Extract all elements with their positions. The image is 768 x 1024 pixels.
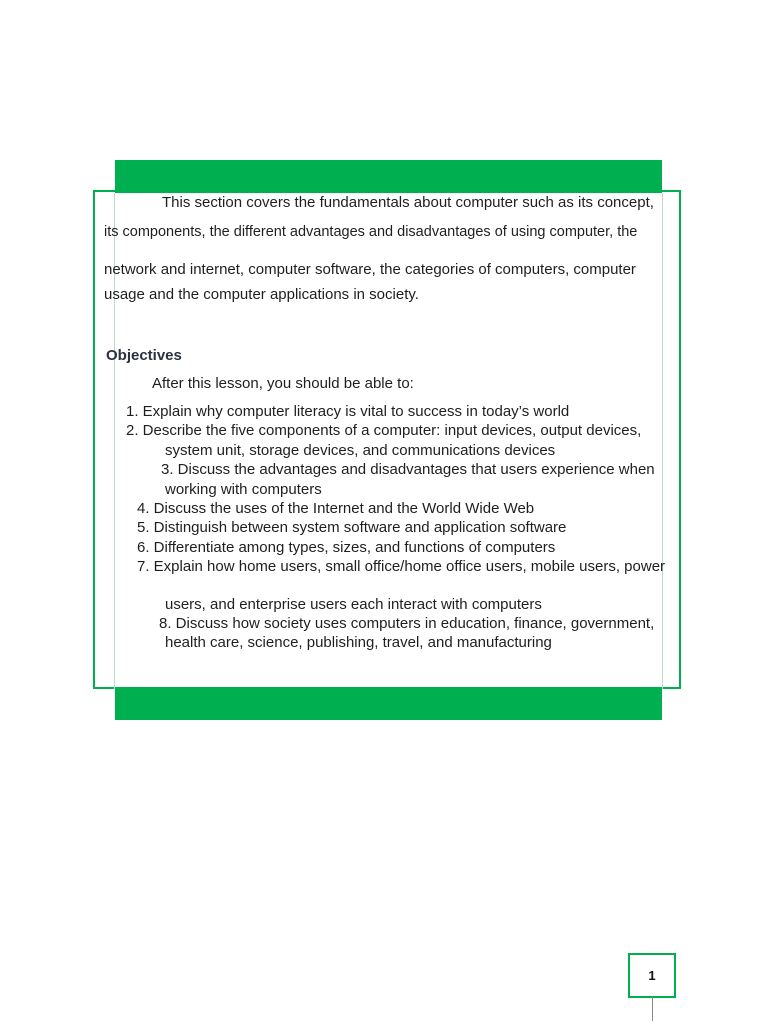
intro-line-2: its components, the different advantages and disadvantages of using computer, the (104, 224, 638, 240)
frame-top-left-edge (93, 190, 117, 192)
objectives-lead: After this lesson, you should be able to: (152, 375, 414, 392)
objective-line: 6. Differentiate among types, sizes, and functions of computers (137, 539, 556, 556)
margin-guide-right (662, 193, 663, 689)
objective-line: 8. Discuss how society uses computers in education, finance, government, (159, 615, 655, 632)
intro-line-3: network and internet, computer software, the categories of computers, computer (104, 261, 636, 278)
page-number-leader-line (652, 997, 653, 1021)
objectives-heading: Objectives (106, 347, 182, 364)
objective-line: working with computers (165, 481, 322, 498)
footer-green-bar (115, 689, 662, 720)
objective-line: system unit, storage devices, and communications devices (165, 442, 556, 459)
header-green-bar (115, 160, 662, 193)
page-number: 1 (648, 968, 656, 983)
intro-line-1: This section covers the fundamentals about computer such as its concept, (162, 194, 654, 211)
objective-line: 7. Explain how home users, small office/home office users, mobile users, power (137, 558, 666, 575)
page-number-box (628, 953, 676, 998)
objective-line: 1. Explain why computer literacy is vital to success in today’s world (126, 403, 570, 420)
frame-top-right-edge (660, 190, 679, 192)
objective-line: users, and enterprise users each interact with computers (165, 596, 542, 613)
objective-line: 4. Discuss the uses of the Internet and the World Wide Web (137, 500, 535, 517)
intro-line-4: usage and the computer applications in society. (104, 286, 419, 303)
objective-line: health care, science, publishing, travel, and manufacturing (165, 634, 552, 651)
objective-line: 5. Distinguish between system software and application software (137, 519, 567, 536)
objective-line: 2. Describe the five components of a computer: input devices, output devices, (126, 422, 642, 439)
objective-line: 3. Discuss the advantages and disadvantages that users experience when (161, 461, 655, 478)
